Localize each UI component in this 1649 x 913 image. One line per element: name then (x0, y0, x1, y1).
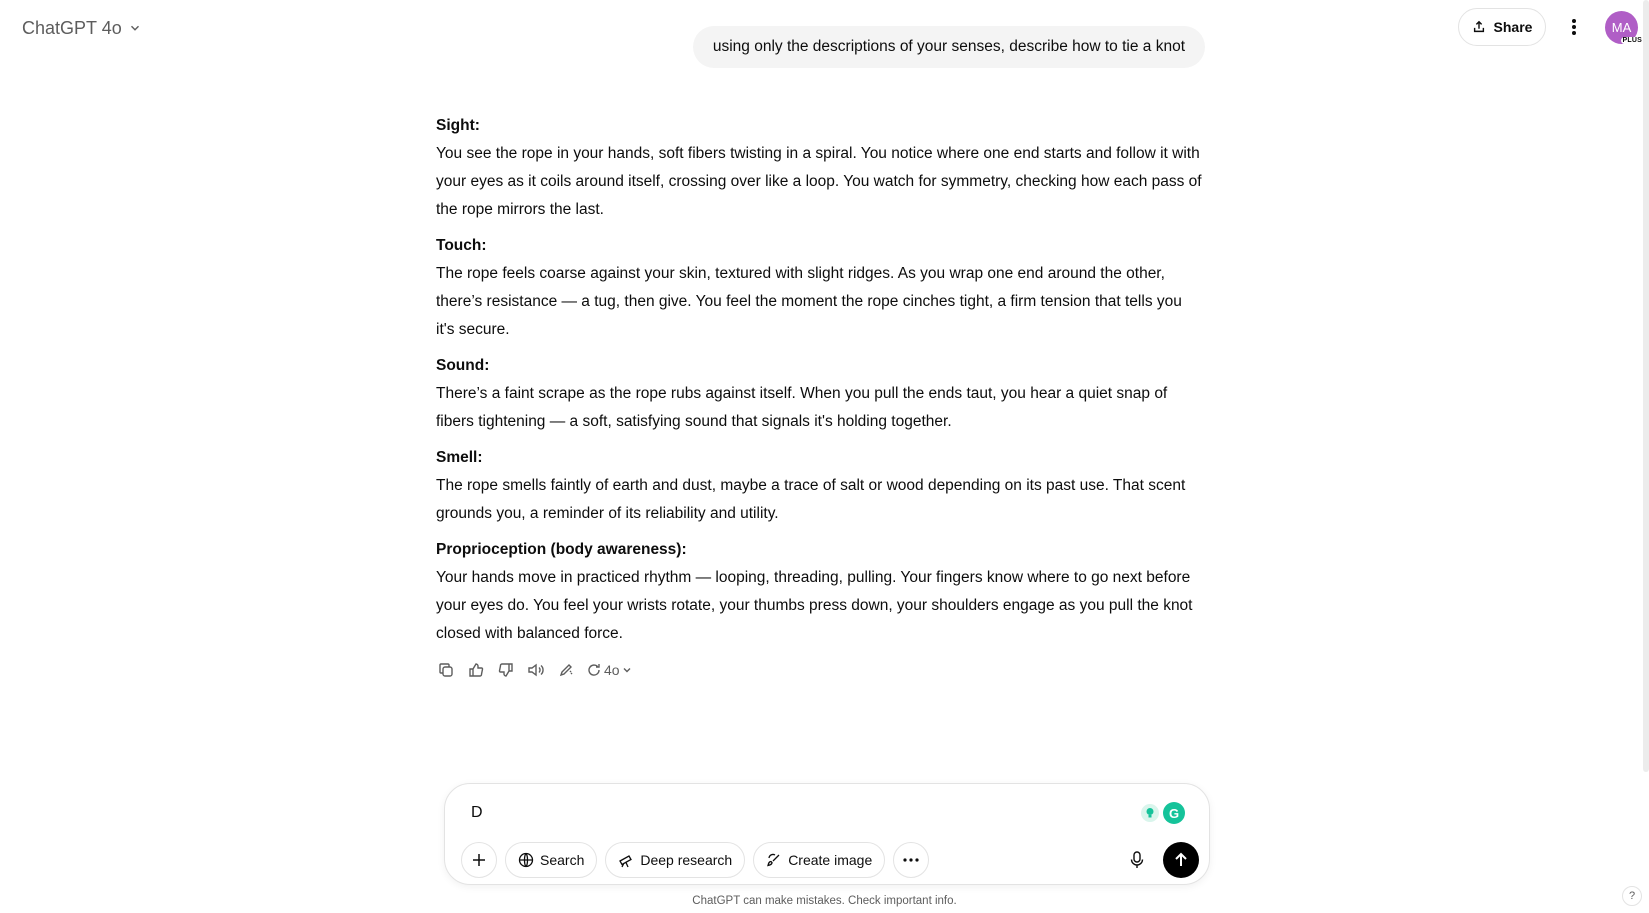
share-label: Share (1493, 19, 1533, 35)
deep-research-button[interactable] (605, 842, 745, 878)
user-message-text: using only the descriptions of your senses, describe how to tie a knot (712, 38, 1185, 55)
grammarly-letter: G (1168, 805, 1180, 821)
pen-sparkle-icon (558, 662, 574, 678)
response-actions (436, 658, 632, 682)
horizontal-dots-icon (903, 858, 919, 862)
section-title: Proprioception (body awareness): (436, 541, 687, 558)
attach-button[interactable] (461, 842, 497, 878)
assistant-response (436, 112, 1204, 656)
search-button[interactable] (505, 842, 597, 878)
response-section (436, 444, 1204, 528)
message-input[interactable] (471, 798, 1071, 828)
section-body: You see the rope in your hands, soft fibers twisting in a spiral. You notice where one end starts and follow it with your eyes as it coils around itself, crossing over like a loop. You watch for symmetry, checking how each pass of the rope mirrors the last. (436, 145, 1202, 218)
create-image-button[interactable] (753, 842, 885, 878)
search-label: Search (540, 852, 585, 868)
response-section (436, 232, 1204, 344)
user-message-bubble (693, 26, 1205, 68)
refresh-icon (586, 662, 602, 678)
model-switcher[interactable] (12, 10, 152, 46)
more-options-button[interactable] (1560, 12, 1588, 42)
speaker-icon (527, 662, 545, 678)
read-aloud-button[interactable] (526, 660, 546, 680)
composer-tools (461, 842, 929, 878)
model-label: ChatGPT 4o (22, 17, 122, 38)
extension-icons (1141, 802, 1185, 824)
lightbulb-icon[interactable] (1141, 804, 1159, 822)
share-icon (1472, 20, 1486, 34)
response-section (436, 112, 1204, 224)
chevron-down-icon (128, 21, 142, 35)
response-section (436, 352, 1204, 436)
thumbs-up-button[interactable] (466, 660, 486, 680)
plus-icon (472, 853, 486, 867)
thumbs-up-icon (468, 662, 484, 678)
send-button[interactable] (1163, 842, 1199, 878)
globe-icon (518, 852, 534, 868)
disclaimer: ChatGPT can make mistakes. Check important info. (692, 895, 957, 907)
regenerate-button[interactable] (586, 662, 632, 678)
chevron-down-icon (622, 665, 632, 675)
scrollbar[interactable] (1643, 0, 1649, 772)
copy-icon (438, 662, 454, 678)
section-body: The rope feels coarse against your skin, textured with slight ridges. As you wrap one end around the other, there’s resistance — a tug, then give. You feel the moment the rope cinches tight, a firm tension that tells you it's secure. (436, 265, 1182, 338)
copy-button[interactable] (436, 660, 456, 680)
thumbs-down-icon (498, 662, 514, 678)
dictate-button[interactable] (1119, 842, 1155, 878)
avatar[interactable] (1605, 11, 1642, 44)
section-body: Your hands move in practiced rhythm — looping, threading, pulling. Your fingers know where to go next before your eyes do. You feel your wrists rotate, your thumbs press down, your shoulders engage as you pull the knot closed with balanced force. (436, 569, 1193, 642)
image-brush-icon (766, 852, 782, 868)
deep-research-label: Deep research (640, 852, 733, 868)
section-title: Sound: (436, 357, 490, 374)
vertical-dots-icon (1571, 18, 1577, 36)
thumbs-down-button[interactable] (496, 660, 516, 680)
plus-badge: PLUS (1622, 37, 1642, 44)
section-body: The rope smells faintly of earth and dust, maybe a trace of salt or wood depending on its past use. That scent grounds you, a reminder of its reliability and utility. (436, 477, 1186, 522)
edit-canvas-button[interactable] (556, 660, 576, 680)
message-composer (444, 783, 1210, 885)
section-title: Touch: (436, 237, 487, 254)
arrow-up-icon (1173, 852, 1189, 868)
section-title: Sight: (436, 117, 480, 134)
section-title: Smell: (436, 449, 483, 466)
telescope-icon (618, 852, 634, 868)
share-button[interactable] (1458, 8, 1546, 46)
section-body: There’s a faint scrape as the rope rubs against itself. When you pull the ends taut, you hear a quiet snap of fibers tightening — a soft, satisfying sound that signals it's holding together. (436, 385, 1168, 430)
create-image-label: Create image (788, 852, 873, 868)
help-button[interactable]: ? (1622, 886, 1642, 906)
grammarly-icon[interactable] (1163, 802, 1185, 824)
response-section (436, 536, 1204, 648)
more-tools-button[interactable] (893, 842, 929, 878)
avatar-initials: MA (1611, 20, 1632, 35)
microphone-icon (1130, 851, 1144, 869)
regenerate-model-label: 4o (604, 662, 620, 678)
